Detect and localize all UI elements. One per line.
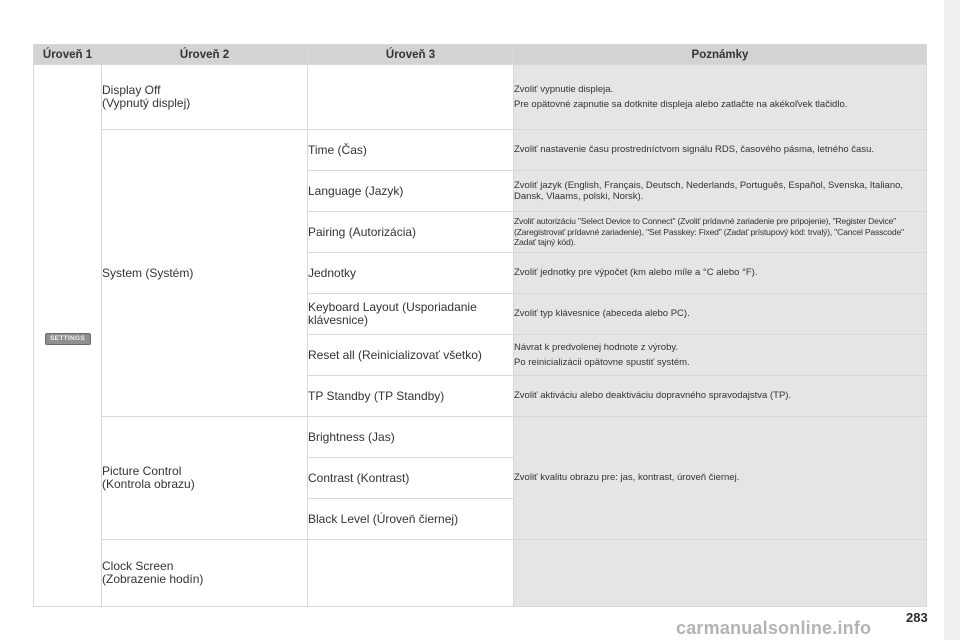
table-row [34,130,927,171]
note-line: Pre opätovné zapnutie sa dotknite displeja alebo zatlačte na akékoľvek tlačidlo. [514,99,848,110]
level3-contrast: Contrast (Kontrast) [308,458,514,499]
page-edge-bar [944,0,960,640]
note-tp-standby: Zvoliť aktiváciu alebo deaktiváciu dopravného spravodajstva (TP). [514,376,927,417]
page-number: 283 [906,610,928,625]
level2-clock-screen: Clock Screen (Zobrazenie hodín) [102,540,308,607]
header-level3: Úroveň 3 [308,45,514,65]
header-level1: Úroveň 1 [34,45,102,65]
level2-system: System (Systém) [102,130,308,417]
note-reset [514,335,927,376]
table-row [34,540,927,607]
level3-empty [308,65,514,130]
note-line: Zvoliť vypnutie displeja. [514,83,614,95]
note-time: Zvoliť nastavenie času prostredníctvom signálu RDS, časového pásma, letného času. [514,130,927,171]
header-notes: Poznámky [514,45,927,65]
note-units: Zvoliť jednotky pre výpočet (km alebo míle a °C alebo °F). [514,253,927,294]
note-picture-control: Zvoliť kvalitu obrazu pre: jas, kontrast, úroveň čiernej. [514,417,927,540]
level2-display-off: Display Off (Vypnutý displej) [102,65,308,130]
table-row [34,65,927,130]
level1-cell [34,65,102,607]
level3-keyboard: Keyboard Layout (Usporiadanie klávesnice) [308,294,514,335]
level3-black-level: Black Level (Úroveň čiernej) [308,499,514,540]
note-line: Po reinicializácii opätovne spustiť systém. [514,357,690,368]
note-language: Zvoliť jazyk (English, Français, Deutsch, Nederlands, Português, Español, Svenska, Italiano, Dansk, Vlaams, polski, Norsk). [514,171,927,212]
level3-time: Time (Čas) [308,130,514,171]
settings-menu-table [33,44,927,607]
settings-button-icon: SETTINGS [45,333,91,345]
level3-reset: Reset all (Reinicializovať všetko) [308,335,514,376]
level2-picture-control: Picture Control (Kontrola obrazu) [102,417,308,540]
level3-pairing: Pairing (Autorizácia) [308,212,514,253]
table-row [34,417,927,458]
table-header-row [34,45,927,65]
level3-language: Language (Jazyk) [308,171,514,212]
note-display-off [514,65,927,130]
level3-tp-standby: TP Standby (TP Standby) [308,376,514,417]
level3-empty [308,540,514,607]
level3-units: Jednotky [308,253,514,294]
header-level2: Úroveň 2 [102,45,308,65]
note-empty [514,540,927,607]
level3-brightness: Brightness (Jas) [308,417,514,458]
note-line: Návrat k predvolenej hodnote z výroby. [514,341,679,353]
watermark: carmanualsonline.info [676,618,872,638]
note-pairing: Zvoliť autorizáciu "Select Device to Connect" (Zvoliť prídavné zariadenie pre pripojenie), "Register Device" (Zaregistrovať prídavné zariadenie), "Set Passkey: Fixed" (Zadať prístupový kód: trvalý), "Cancel Passcode" Zadať tajný kód). [514,212,927,253]
note-keyboard: Zvoliť typ klávesnice (abeceda alebo PC). [514,294,927,335]
